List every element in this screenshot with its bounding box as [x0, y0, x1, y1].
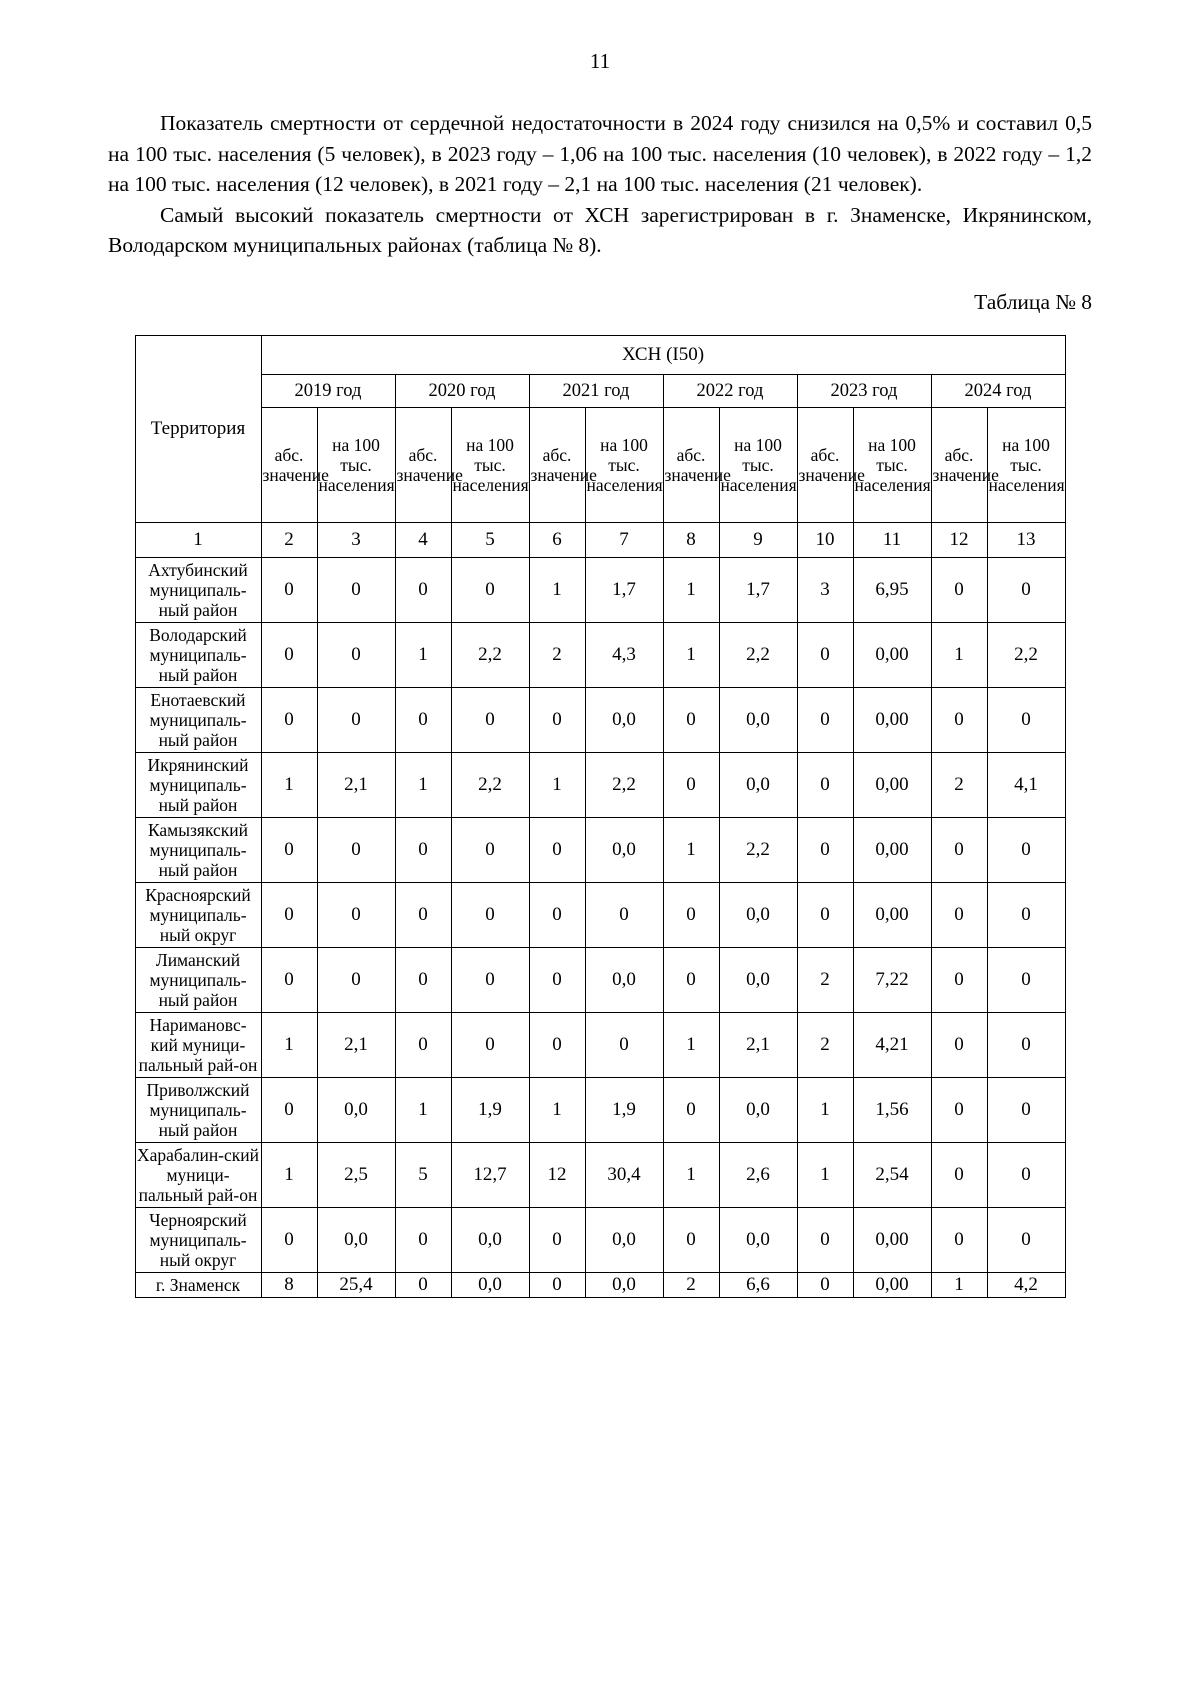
cell-value: 0 [261, 1077, 317, 1142]
header-disease: ХСН (I50) [261, 335, 1065, 374]
cell-value: 1,9 [585, 1077, 663, 1142]
cell-value: 2 [529, 622, 585, 687]
cell-value: 0 [987, 1142, 1065, 1207]
column-number-row [135, 522, 1065, 557]
territory-name: Володарский муниципаль-ный район [135, 622, 261, 687]
cell-value: 0 [663, 687, 719, 752]
cell-value: 1 [663, 1012, 719, 1077]
table-row [135, 1272, 1065, 1297]
cell-value: 12 [529, 1142, 585, 1207]
cell-value: 0 [931, 1077, 987, 1142]
cell-value: 0,0 [585, 687, 663, 752]
header-rate-2020: на 100 тыс. населения [451, 407, 529, 522]
cell-value: 0 [395, 1272, 451, 1297]
cell-value: 0 [987, 817, 1065, 882]
cell-value: 0,0 [585, 1207, 663, 1272]
cell-value: 25,4 [317, 1272, 395, 1297]
cell-value: 0 [797, 817, 853, 882]
cell-value: 0 [451, 1012, 529, 1077]
cell-value: 0 [663, 947, 719, 1012]
cell-value: 0 [585, 1012, 663, 1077]
column-number: 1 [135, 522, 261, 557]
cell-value: 0 [663, 1207, 719, 1272]
cell-value: 0,0 [719, 752, 797, 817]
cell-value: 2 [663, 1272, 719, 1297]
header-rate-2021: на 100 тыс. населения [585, 407, 663, 522]
cell-value: 0 [987, 1077, 1065, 1142]
cell-value: 0,00 [853, 752, 931, 817]
cell-value: 0,00 [853, 622, 931, 687]
column-number: 13 [987, 522, 1065, 557]
cell-value: 0 [797, 622, 853, 687]
column-number: 12 [931, 522, 987, 557]
table-row [135, 817, 1065, 882]
cell-value: 0 [931, 1207, 987, 1272]
cell-value: 0 [317, 687, 395, 752]
cell-value: 0 [797, 882, 853, 947]
cell-value: 1,7 [585, 557, 663, 622]
cell-value: 1 [395, 752, 451, 817]
cell-value: 1 [261, 752, 317, 817]
table-row [135, 1077, 1065, 1142]
cell-value: 0,0 [719, 1077, 797, 1142]
table-row [135, 882, 1065, 947]
cell-value: 2,2 [585, 752, 663, 817]
header-rate-2023: на 100 тыс. населения [853, 407, 931, 522]
column-number: 9 [719, 522, 797, 557]
territory-name: Ахтубинский муниципаль-ный район [135, 557, 261, 622]
cell-value: 0,0 [317, 1207, 395, 1272]
chsn-mortality-table [135, 335, 1066, 1298]
cell-value: 1 [395, 1077, 451, 1142]
cell-value: 2,2 [719, 817, 797, 882]
cell-value: 0 [529, 882, 585, 947]
cell-value: 0,0 [585, 817, 663, 882]
table-row [135, 752, 1065, 817]
cell-value: 0 [529, 817, 585, 882]
territory-name: Харабалин-ский муници-пальный рай-он [135, 1142, 261, 1207]
page-number: 11 [589, 49, 611, 73]
header-year-2024: 2024 год [931, 374, 1065, 407]
cell-value: 0 [663, 882, 719, 947]
cell-value: 0 [261, 687, 317, 752]
territory-name: Камызякский муниципаль-ный район [135, 817, 261, 882]
column-number: 8 [663, 522, 719, 557]
cell-value: 5 [395, 1142, 451, 1207]
cell-value: 1 [663, 557, 719, 622]
header-year-2023: 2023 год [797, 374, 931, 407]
cell-value: 0 [261, 947, 317, 1012]
cell-value: 0,00 [853, 817, 931, 882]
cell-value: 7,22 [853, 947, 931, 1012]
cell-value: 0 [529, 1012, 585, 1077]
column-number: 4 [395, 522, 451, 557]
territory-name: Наримановс-кий муници-пальный рай-он [135, 1012, 261, 1077]
cell-value: 1,56 [853, 1077, 931, 1142]
cell-value: 0,0 [719, 882, 797, 947]
territory-name: Икрянинский муниципаль-ный район [135, 752, 261, 817]
cell-value: 0 [317, 557, 395, 622]
cell-value: 0,0 [451, 1207, 529, 1272]
header-rate-2022: на 100 тыс. населения [719, 407, 797, 522]
cell-value: 0 [395, 1012, 451, 1077]
table-head [135, 335, 1065, 522]
cell-value: 12,7 [451, 1142, 529, 1207]
table-row [135, 622, 1065, 687]
column-number: 6 [529, 522, 585, 557]
column-number: 2 [261, 522, 317, 557]
table-body [135, 522, 1065, 1297]
cell-value: 2,5 [317, 1142, 395, 1207]
cell-value: 0,0 [585, 1272, 663, 1297]
cell-value: 30,4 [585, 1142, 663, 1207]
cell-value: 0 [663, 1077, 719, 1142]
cell-value: 2 [797, 1012, 853, 1077]
territory-name: г. Знаменск [135, 1272, 261, 1297]
territory-name: Лиманский муниципаль-ный район [135, 947, 261, 1012]
cell-value: 0 [395, 687, 451, 752]
cell-value: 1 [797, 1142, 853, 1207]
paragraph-mortality-stats: Показатель смертности от сердечной недостаточности в 2024 году снизился на 0,5% и составил 0,5 на 100 тыс. населения (5 человек), в 2023 году – 1,06 на 100 тыс. населения (10 человек), в 2022 году – 1,2 на 100 тыс. населения (12 человек), в 2021 году – 2,1 на 100 тыс. населения (21 человек). [108, 111, 1092, 196]
cell-value: 0 [931, 1012, 987, 1077]
cell-value: 1 [663, 817, 719, 882]
cell-value: 3 [797, 557, 853, 622]
territory-name: Енотаевский муниципаль-ный район [135, 687, 261, 752]
cell-value: 0 [261, 622, 317, 687]
header-row-years [135, 374, 1065, 407]
cell-value: 2,6 [719, 1142, 797, 1207]
cell-value: 1 [261, 1142, 317, 1207]
table-row [135, 1012, 1065, 1077]
cell-value: 0 [931, 947, 987, 1012]
cell-value: 0 [529, 687, 585, 752]
cell-value: 0 [451, 947, 529, 1012]
header-rate-2019: на 100 тыс. населения [317, 407, 395, 522]
header-territory: Территория [135, 335, 261, 522]
header-abs-2022: абс. значение [663, 407, 719, 522]
paragraph-highest-rate: Самый высокий показатель смертности от ХСН зарегистрирован в г. Знаменске, Икрянинском, Володарском муниципальных районах (таблица № 8). [108, 202, 1092, 257]
table-row [135, 557, 1065, 622]
cell-value: 0 [451, 687, 529, 752]
header-abs-2021: абс. значение [529, 407, 585, 522]
territory-name: Красноярский муниципаль-ный округ [135, 882, 261, 947]
header-row-disease [135, 335, 1065, 374]
cell-value: 0 [987, 1012, 1065, 1077]
cell-value: 1,7 [719, 557, 797, 622]
cell-value: 0,0 [719, 1207, 797, 1272]
cell-value: 2,2 [987, 622, 1065, 687]
header-year-2019: 2019 год [261, 374, 395, 407]
cell-value: 0 [261, 817, 317, 882]
cell-value: 1 [931, 622, 987, 687]
cell-value: 0 [395, 882, 451, 947]
cell-value: 0 [451, 882, 529, 947]
cell-value: 0 [261, 1207, 317, 1272]
cell-value: 2,1 [317, 752, 395, 817]
cell-value: 2 [931, 752, 987, 817]
cell-value: 2,2 [451, 752, 529, 817]
cell-value: 0 [797, 752, 853, 817]
cell-value: 1 [931, 1272, 987, 1297]
cell-value: 0,00 [853, 1207, 931, 1272]
cell-value: 0 [663, 752, 719, 817]
cell-value: 0 [317, 882, 395, 947]
cell-value: 0 [395, 817, 451, 882]
cell-value: 0,0 [451, 1272, 529, 1297]
cell-value: 2,1 [719, 1012, 797, 1077]
header-abs-2024: абс. значение [931, 407, 987, 522]
cell-value: 0 [931, 687, 987, 752]
cell-value: 0,00 [853, 1272, 931, 1297]
table-caption: Таблица № 8 [974, 289, 1092, 314]
cell-value: 0 [987, 1207, 1065, 1272]
cell-value: 0 [987, 947, 1065, 1012]
cell-value: 0 [317, 947, 395, 1012]
cell-value: 2,1 [317, 1012, 395, 1077]
cell-value: 0,0 [719, 947, 797, 1012]
cell-value: 0 [797, 687, 853, 752]
cell-value: 0 [987, 882, 1065, 947]
cell-value: 0 [529, 1272, 585, 1297]
cell-value: 1,9 [451, 1077, 529, 1142]
table-row [135, 1207, 1065, 1272]
territory-name: Приволжский муниципаль-ный район [135, 1077, 261, 1142]
cell-value: 2,54 [853, 1142, 931, 1207]
column-number: 5 [451, 522, 529, 557]
cell-value: 0 [987, 557, 1065, 622]
cell-value: 0 [261, 882, 317, 947]
cell-value: 0 [931, 817, 987, 882]
cell-value: 2,2 [451, 622, 529, 687]
cell-value: 6,95 [853, 557, 931, 622]
cell-value: 0 [395, 1207, 451, 1272]
cell-value: 0 [797, 1207, 853, 1272]
cell-value: 0,0 [585, 947, 663, 1012]
cell-value: 1 [663, 1142, 719, 1207]
cell-value: 8 [261, 1272, 317, 1297]
cell-value: 0 [261, 557, 317, 622]
cell-value: 4,2 [987, 1272, 1065, 1297]
cell-value: 1 [529, 1077, 585, 1142]
cell-value: 6,6 [719, 1272, 797, 1297]
cell-value: 0 [395, 947, 451, 1012]
cell-value: 0 [451, 557, 529, 622]
header-year-2020: 2020 год [395, 374, 529, 407]
table-row [135, 687, 1065, 752]
header-year-2022: 2022 год [663, 374, 797, 407]
cell-value: 0 [931, 557, 987, 622]
header-abs-2020: абс. значение [395, 407, 451, 522]
cell-value: 0,0 [719, 687, 797, 752]
cell-value: 4,1 [987, 752, 1065, 817]
cell-value: 1 [395, 622, 451, 687]
cell-value: 0 [797, 1272, 853, 1297]
cell-value: 2,2 [719, 622, 797, 687]
header-row-metrics [135, 407, 1065, 522]
table-row [135, 947, 1065, 1012]
table-row [135, 1142, 1065, 1207]
cell-value: 0 [451, 817, 529, 882]
cell-value: 4,3 [585, 622, 663, 687]
cell-value: 0,00 [853, 687, 931, 752]
cell-value: 0 [585, 882, 663, 947]
column-number: 3 [317, 522, 395, 557]
cell-value: 2 [797, 947, 853, 1012]
cell-value: 1 [261, 1012, 317, 1077]
cell-value: 0 [395, 557, 451, 622]
cell-value: 0 [931, 882, 987, 947]
cell-value: 1 [797, 1077, 853, 1142]
cell-value: 0,00 [853, 882, 931, 947]
cell-value: 1 [663, 622, 719, 687]
cell-value: 1 [529, 557, 585, 622]
territory-name: Черноярский муниципаль-ный округ [135, 1207, 261, 1272]
column-number: 11 [853, 522, 931, 557]
cell-value: 0 [317, 622, 395, 687]
header-abs-2023: абс. значение [797, 407, 853, 522]
header-year-2021: 2021 год [529, 374, 663, 407]
cell-value: 0 [317, 817, 395, 882]
column-number: 7 [585, 522, 663, 557]
header-rate-2024: на 100 тыс. населения [987, 407, 1065, 522]
cell-value: 0 [529, 947, 585, 1012]
header-abs-2019: абс. значение [261, 407, 317, 522]
cell-value: 0 [931, 1142, 987, 1207]
cell-value: 4,21 [853, 1012, 931, 1077]
column-number: 10 [797, 522, 853, 557]
cell-value: 1 [529, 752, 585, 817]
cell-value: 0 [987, 687, 1065, 752]
cell-value: 0 [529, 1207, 585, 1272]
cell-value: 0,0 [317, 1077, 395, 1142]
